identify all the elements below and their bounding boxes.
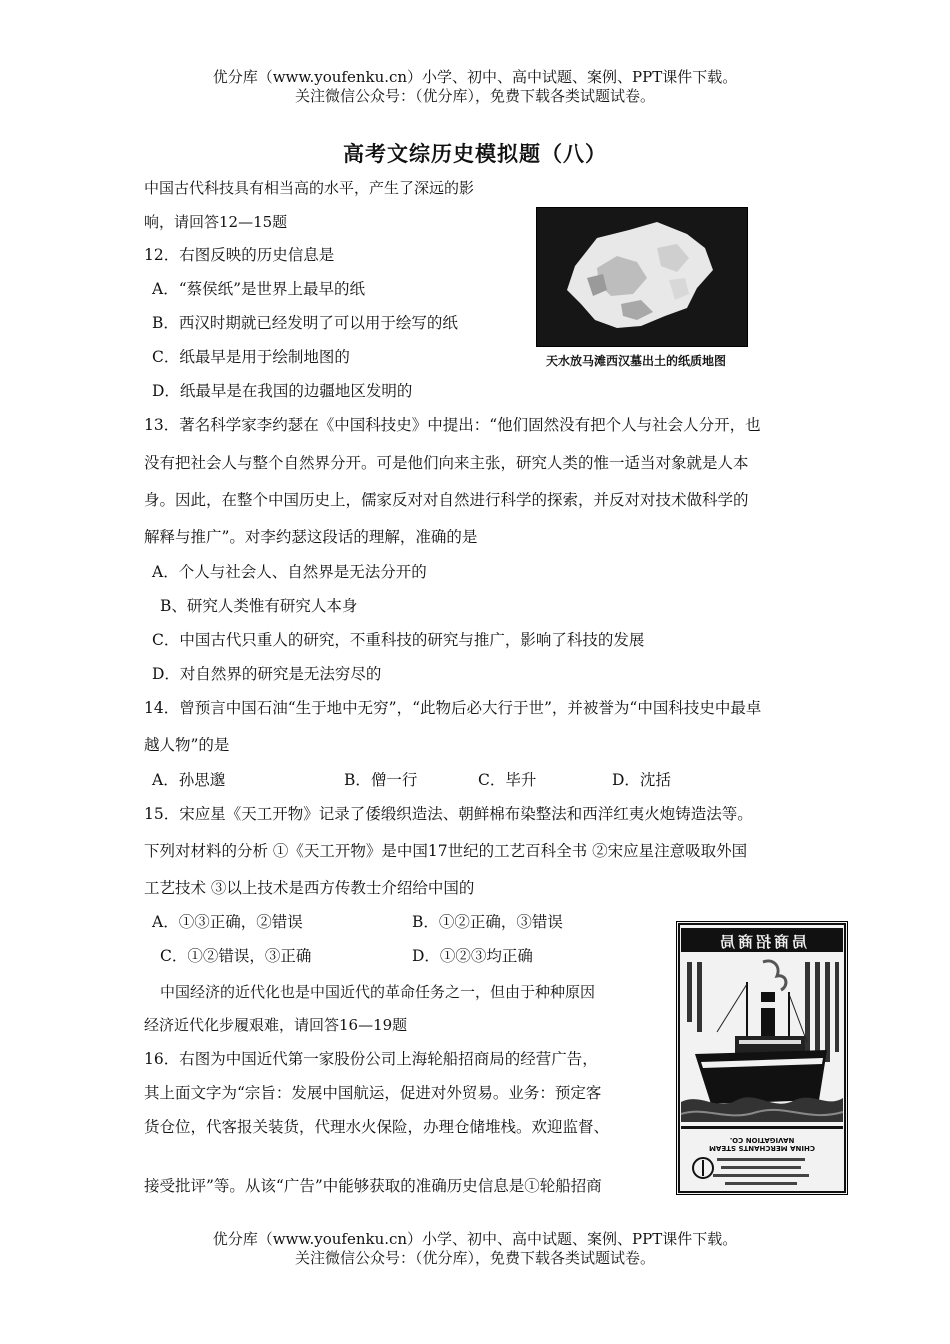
q16-line-2: 其上面文字为“宗旨：发展中国航运，促进对外贸易。业务：预定客 [144, 1084, 602, 1102]
steamship-illustration [677, 922, 847, 1194]
q12-stem: 12．右图反映的历史信息是 [144, 246, 335, 264]
paper-map-photo [536, 207, 748, 347]
footer-line-2: 关注微信公众号：（优分库），免费下载各类试题试卷。 [294, 1249, 655, 1267]
q14-line-2: 越人物”的是 [144, 736, 230, 754]
footer-line-1: 优分库（www.youfenku.cn）小学、初中、高中试题、案例、PPT课件下载。 [212, 1230, 738, 1248]
q14-option-b: B．僧一行 [344, 771, 418, 789]
q13-option-a: A．个人与社会人、自然界是无法分开的 [152, 563, 427, 581]
q15-option-a: A．①③正确，②错误 [152, 913, 303, 931]
header-line-1: 优分库（www.youfenku.cn）小学、初中、高中试题、案例、PPT课件下载。 [212, 68, 738, 86]
q13-line-3: 身。因此，在整个中国历史上，儒家反对对自然进行科学的探索，并反对对技术做科学的 [144, 491, 749, 509]
q12-option-a: A．“蔡侯纸”是世界上最早的纸 [152, 280, 366, 298]
q14-option-a: A．孙思邈 [152, 771, 226, 789]
q13-line-1: 13．著名科学家李约瑟在《中国科技史》中提出：“他们固然没有把个人与社会人分开，也 [144, 416, 761, 434]
page-title: 高考文综历史模拟题（八） [343, 141, 607, 166]
q15-option-b: B．①②正确，③错误 [412, 913, 563, 931]
intro-1-line-1: 中国古代科技具有相当高的水平，产生了深远的影 [144, 179, 475, 197]
q13-option-d: D．对自然界的研究是无法穷尽的 [152, 665, 382, 683]
ad-english-name: CHINA MERCHANTS STEAM NAVIGATION CO. [709, 1136, 815, 1152]
paper-map-caption: 天水放马滩西汉墓出土的纸质地图 [546, 354, 727, 368]
q15-option-d: D．①②③均正确 [412, 947, 533, 965]
q14-line-1: 14．曾预言中国石油“生于地中无穷”，“此物后必大行于世”，并被誉为“中国科技史中最卓 [144, 699, 762, 717]
intro-1-line-2: 响，请回答12—15题 [144, 213, 288, 231]
q16-line-1: 16．右图为中国近代第一家股份公司上海轮船招商局的经营广告， [144, 1050, 598, 1068]
q12-option-c: C．纸最早是用于绘制地图的 [152, 348, 350, 366]
intro-2-line-2: 经济近代化步履艰难，请回答16—19题 [144, 1016, 408, 1034]
q13-option-b: B、研究人类惟有研究人本身 [160, 597, 358, 615]
q16-line-3: 货仓位，代客报关装货，代理水火保险，办理仓储堆栈。欢迎监督、 [144, 1118, 610, 1136]
q14-option-d: D．沈括 [612, 771, 671, 789]
q13-line-4: 解释与推广”。对李约瑟这段话的理解，准确的是 [144, 528, 478, 546]
ad-heading: 局商招商局 [717, 933, 808, 951]
ship-advertisement [676, 921, 848, 1195]
intro-2-line-1: 中国经济的近代化也是中国近代的革命任务之一，但由于种种原因 [160, 983, 596, 1001]
q15-line-2: 下列对材料的分析 ①《天工开物》是中国17世纪的工艺百科全书 ②宋应星注意吸取外国 [144, 842, 748, 860]
q15-line-3: 工艺技术 ③以上技术是西方传教士介绍给中国的 [144, 879, 475, 897]
q16-line-4: 接受批评”等。从该“广告”中能够获取的准确历史信息是①轮船招商 [144, 1177, 602, 1195]
paper-map-image [537, 208, 747, 346]
header-line-2: 关注微信公众号：（优分库），免费下载各类试题试卷。 [294, 87, 655, 105]
q13-line-2: 没有把社会人与整个自然界分开。可是他们向来主张，研究人类的惟一适当对象就是人本 [144, 454, 749, 472]
q12-option-b: B．西汉时期就已经发明了可以用于绘写的纸 [152, 314, 458, 332]
q14-option-c: C．毕升 [478, 771, 537, 789]
q15-line-1: 15．宋应星《天工开物》记录了倭缎织造法、朝鲜棉布染整法和西洋红夷火炮铸造法等。 [144, 805, 753, 823]
q15-option-c: C．①②错误，③正确 [160, 947, 312, 965]
q12-option-d: D．纸最早是在我国的边疆地区发明的 [152, 382, 413, 400]
q13-option-c: C．中国古代只重人的研究，不重科技的研究与推广，影响了科技的发展 [152, 631, 645, 649]
